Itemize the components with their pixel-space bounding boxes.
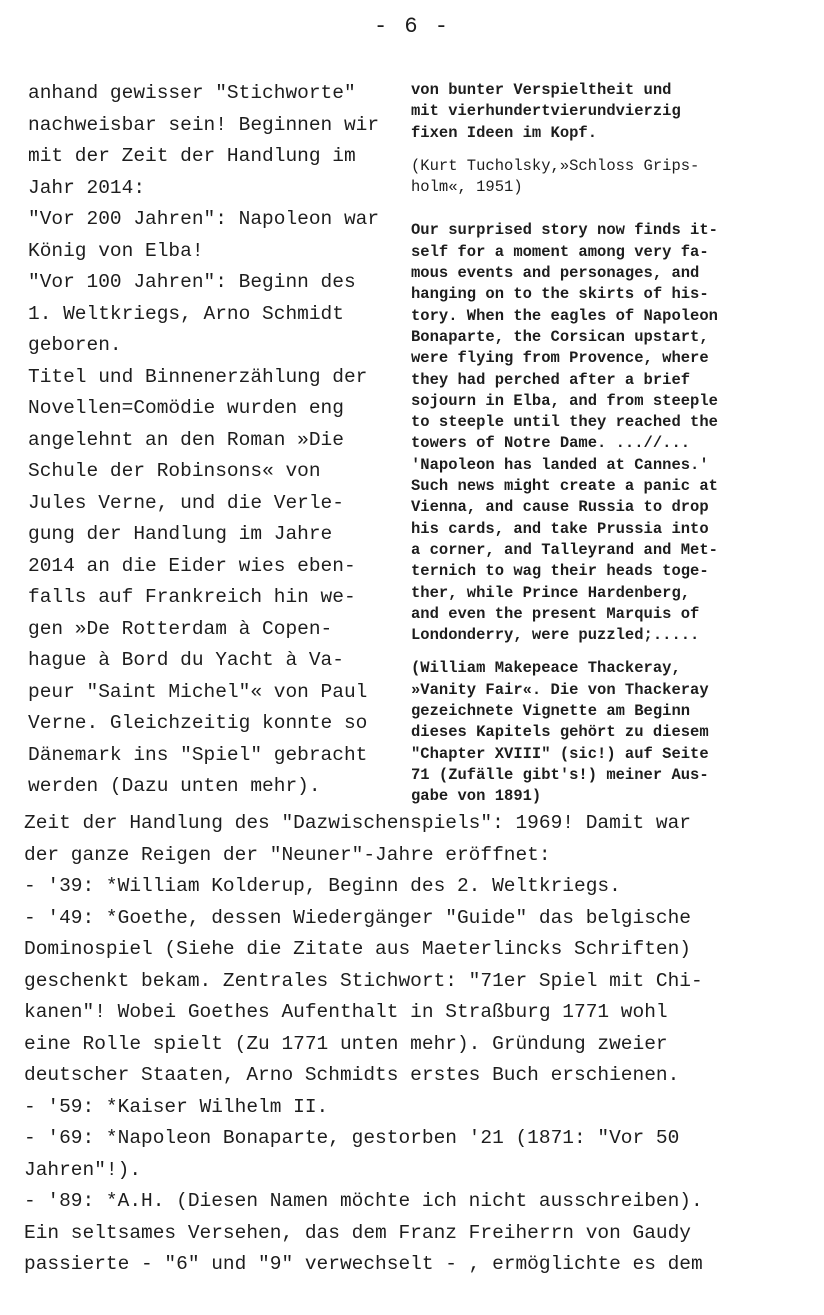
quote-line: Vienna, and cause Russia to drop [411,498,709,517]
quote-line: von bunter Verspieltheit und [411,81,672,99]
quote-line: towers of Notre Dame. ...//... [411,434,691,453]
text-line: Dominospiel (Siehe die Zitate aus Maeterlincks Schriften) [24,938,692,960]
quote-line: 'Napoleon has landed at Cannes.' [411,455,709,474]
full-width-text [24,808,814,1281]
source-line: gezeichnete Vignette am Beginn [411,702,691,721]
text-line: - '89: *A.H. (Diesen Namen möchte ich nicht ausschreiben). [24,1190,703,1212]
quote-line: his cards, and take Prussia into [411,519,709,538]
text-line: nachweisbar sein! Beginnen wir [28,113,380,136]
text-line: anhand gewisser "Stichworte" [28,82,356,104]
thackeray-quote [411,220,811,646]
quote-line: tory. When the eagles of Napoleon [411,306,718,325]
text-line: Ein seltsames Versehen, das dem Franz Freiherrn von Gaudy [24,1221,692,1244]
quote-line: self for a moment among very fa- [411,242,709,261]
text-line: hague à Bord du Yacht à Va- [28,649,344,671]
source-line: (Kurt Tucholsky,»Schloss Grips- [411,156,700,175]
quote-line: mit vierhundertvierundvierzig [411,102,681,121]
text-line: gung der Handlung im Jahre [28,523,333,545]
text-line: kanen"! Wobei Goethes Aufenthalt in Straßburg 1771 wohl [24,1001,668,1023]
source-line: 71 (Zufälle gibt's!) meiner Aus- [411,765,709,784]
text-line: der ganze Reigen der "Neuner"-Jahre eröffnet: [24,843,551,866]
text-line: Verne. Gleichzeitig konnte so [28,712,368,734]
quote-line: Londonderry, were puzzled;..... [411,626,700,645]
text-line: falls auf Frankreich hin we- [28,586,356,608]
text-line: "Vor 100 Jahren": Beginn des [28,271,356,293]
text-line: angelehnt an den Roman »Die [28,428,344,451]
text-line: geschenkt bekam. Zentrales Stichwort: "71er Spiel mit Chi- [24,969,703,992]
thackeray-source [411,658,811,807]
text-line: peur "Saint Michel"« von Paul [28,680,368,703]
text-line: - '49: *Goethe, dessen Wiedergänger "Guide" das belgische [24,906,692,929]
right-column-quotes [411,80,811,808]
text-line: - '59: *Kaiser Wilhelm II. [24,1095,329,1118]
quote-line: Bonaparte, the Corsican upstart, [411,327,709,346]
text-line: Jahren"!). [24,1158,142,1181]
text-line: Dänemark ins "Spiel" gebracht [28,743,368,766]
quote-line: hanging on to the skirts of his- [411,285,709,304]
text-line: Jules Verne, und die Verle- [28,491,344,514]
quote-line: Our surprised story now finds it- [411,221,718,240]
text-line: geboren. [28,334,122,356]
left-column-text [28,78,418,803]
quote-line: ternich to wag their heads toge- [411,562,709,581]
text-line: "Vor 200 Jahren": Napoleon war [28,208,380,230]
quote-line: a corner, and Talleyrand and Met- [411,540,718,559]
text-line: Zeit der Handlung des "Dazwischenspiels": 1969! Damit war [24,812,692,834]
source-line: gabe von 1891) [411,787,542,806]
source-line: dieses Kapitels gehört zu diesem [411,723,709,742]
text-line: - '39: *William Kolderup, Beginn des 2. Weltkriegs. [24,875,621,897]
text-line: Jahr 2014: [28,176,146,199]
text-line: gen »De Rotterdam à Copen- [28,617,333,640]
text-line: Novellen=Comödie wurden eng [28,397,344,419]
source-line: holm«, 1951) [411,178,523,197]
quote-line: Such news might create a panic at [411,477,718,496]
text-line: Titel und Binnenerzählung der [28,365,368,388]
source-line: »Vanity Fair«. Die von Thackeray [411,680,709,699]
tucholsky-quote [411,80,811,144]
text-line: werden (Dazu unten mehr). [28,775,321,797]
quote-line: were flying from Provence, where [411,349,709,368]
text-line: Schule der Robinsons« von [28,460,321,482]
text-line: König von Elba! [28,239,204,262]
source-line: "Chapter XVIII" (sic!) auf Seite [411,744,709,763]
quote-line: and even the present Marquis of [411,604,700,623]
text-line: mit der Zeit der Handlung im [28,145,356,167]
quote-line: they had perched after a brief [411,370,691,389]
quote-line: sojourn in Elba, and from steeple [411,391,718,410]
source-line: (William Makepeace Thackeray, [411,659,681,678]
quote-line: fixen Ideen im Kopf. [411,123,598,142]
text-line: passierte - "6" und "9" verwechselt - , ermöglichte es dem [24,1253,703,1275]
text-line: - '69: *Napoleon Bonaparte, gestorben '21 (1871: "Vor 50 [24,1127,680,1149]
tucholsky-source [411,156,811,199]
page-number: - 6 - [373,14,450,39]
text-line: eine Rolle spielt (Zu 1771 unten mehr). Gründung zweier [24,1032,668,1055]
quote-line: to steeple until they reached the [411,413,718,432]
quote-line: mous events and personages, and [411,264,700,283]
text-line: 2014 an die Eider wies eben- [28,554,356,577]
quote-line: ther, while Prince Hardenberg, [411,583,691,602]
text-line: 1. Weltkriegs, Arno Schmidt [28,302,344,325]
text-line: deutscher Staaten, Arno Schmidts erstes Buch erschienen. [24,1064,680,1086]
